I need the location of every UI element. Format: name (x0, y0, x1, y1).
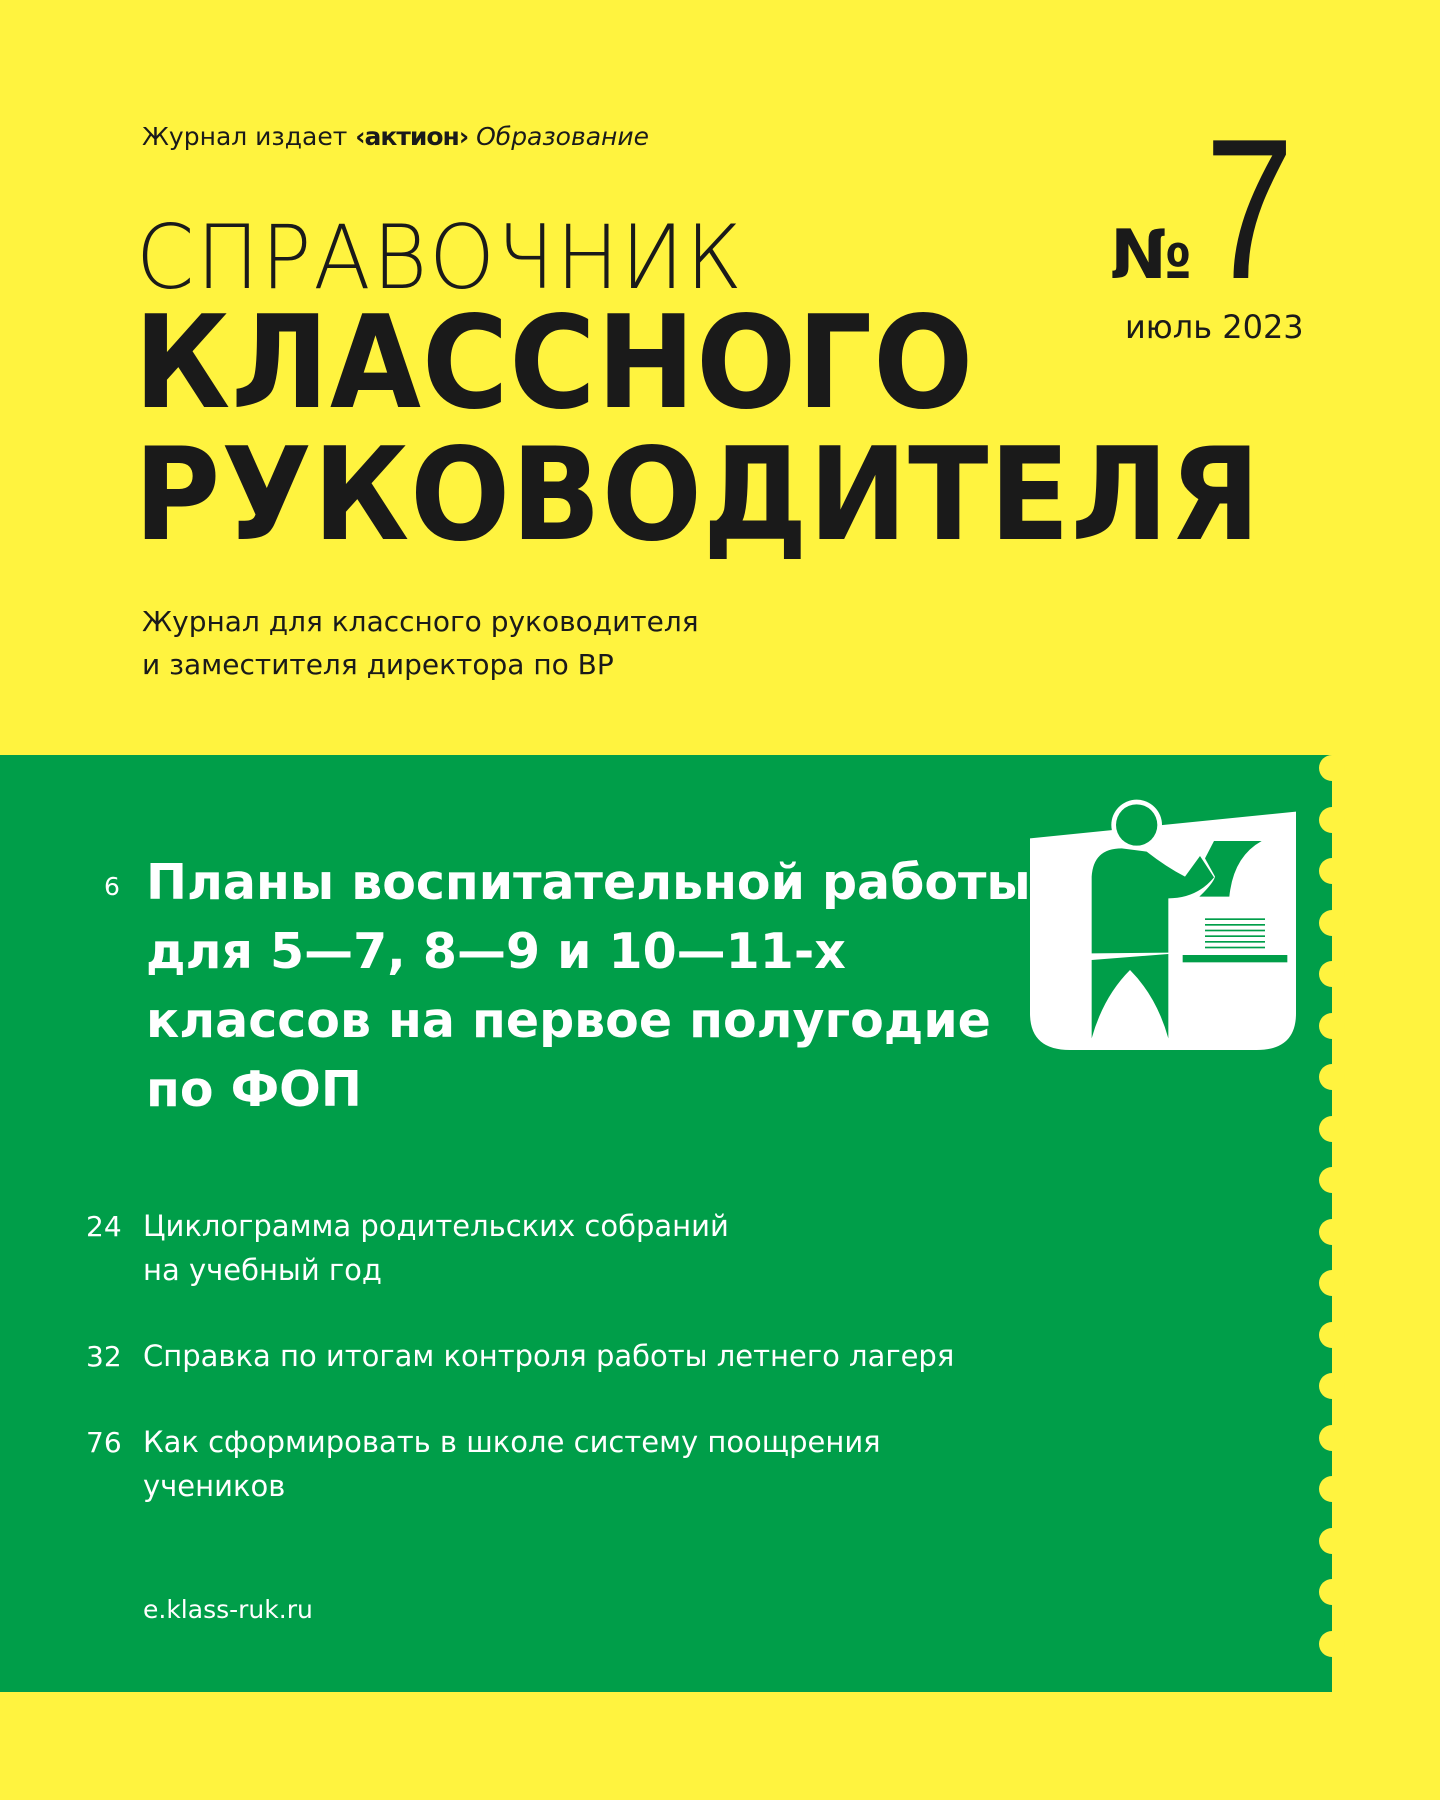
article-title-line: на учебный год (143, 1253, 382, 1287)
perforation-dot (1319, 1476, 1345, 1502)
article-title-line: Циклограмма родительских собраний (143, 1209, 729, 1243)
article-title-line: Справка по итогам контроля работы летнего лагеря (143, 1339, 955, 1373)
title-line-2: КЛАССНОГО (134, 289, 975, 438)
issue-number: 7 (1205, 98, 1294, 321)
perforation-dot (1319, 755, 1345, 781)
subtitle (142, 600, 699, 686)
subtitle-line-2: и заместителя директора по ВР (142, 648, 614, 681)
perforation-dot (1319, 1528, 1345, 1554)
teacher-at-board-icon (1000, 780, 1440, 1080)
lead-article-page: 6 (104, 872, 120, 901)
perforation-dot (1319, 1373, 1345, 1399)
issue-date: июль 2023 (1125, 308, 1304, 346)
publisher-suffix: Образование (476, 122, 649, 151)
perforation-dot (1319, 1270, 1345, 1296)
article-page: 32 (86, 1340, 122, 1373)
perforation-dot (1319, 1167, 1345, 1193)
perforation-dot (1319, 1322, 1345, 1348)
title-line-3: РУКОВОДИТЕЛЯ (134, 421, 1262, 570)
article-title (143, 1334, 954, 1378)
article-page: 24 (86, 1210, 122, 1243)
article-page: 76 (86, 1426, 122, 1459)
perforation-dot (1319, 1631, 1345, 1657)
article-title-line: учеников (143, 1469, 286, 1503)
publisher-line (142, 122, 649, 151)
perforation-dot (1319, 1116, 1345, 1142)
article-title (143, 1420, 881, 1508)
publisher-brand-logo: ‹актион› (355, 122, 469, 151)
lead-article-title: Планы воспитательной работы для 5—7, 8—9 и 10—11-х классов на первое полугодие по ФОП (146, 854, 1031, 1118)
perforation-dot (1319, 1579, 1345, 1605)
issue-number-sign: № (1110, 216, 1192, 295)
article-title (143, 1204, 729, 1292)
perforation-dot (1319, 1425, 1345, 1451)
website-link[interactable]: e.klass-ruk.ru (143, 1595, 313, 1624)
publisher-prefix: Журнал издает (142, 122, 348, 151)
perforation-dot (1319, 1219, 1345, 1245)
article-title-line: Как сформировать в школе систему поощрения (143, 1425, 881, 1459)
subtitle-line-1: Журнал для классного руководителя (142, 605, 699, 638)
title-line-1: СПРАВОЧНИК (136, 206, 744, 309)
